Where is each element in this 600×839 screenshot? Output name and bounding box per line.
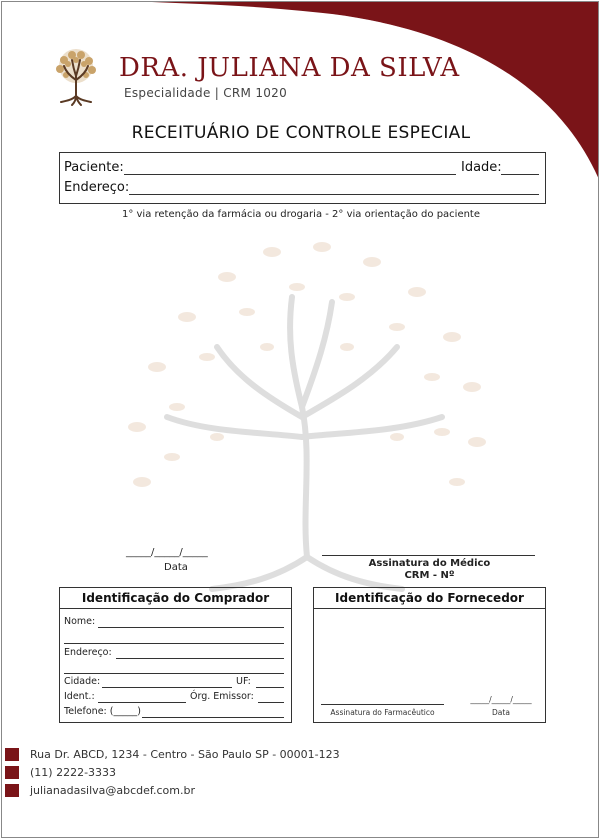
address-field[interactable]: [129, 194, 539, 195]
pharmacist-signature-line[interactable]: [321, 704, 444, 705]
buyer-box-title: Identificação do Comprador: [81, 591, 270, 605]
pharmacist-signature-label: Assinatura do Farmacêutico: [330, 708, 435, 717]
footer-bar-icon: [5, 784, 19, 797]
form-title: RECEITUÁRIO DE CONTROLE ESPECIAL: [131, 123, 471, 143]
date-label: Data: [164, 562, 188, 573]
buyer-name-field[interactable]: [98, 627, 284, 628]
buyer-name-field-2[interactable]: [64, 643, 284, 644]
footer-email[interactable]: julianadasilva@abcdef.com.br: [30, 784, 195, 797]
footer-bar-icon: [5, 748, 19, 761]
buyer-issuer-field[interactable]: [258, 702, 284, 703]
age-label: Idade:: [461, 160, 502, 175]
footer-address: Rua Dr. ABCD, 1234 - Centro - São Paulo SP - 00001-123: [30, 748, 340, 761]
buyer-id-field[interactable]: [98, 702, 186, 703]
date-blank[interactable]: _____/_____/_____: [126, 547, 208, 558]
supplier-box-divider: [314, 608, 545, 609]
buyer-name-label: Nome:: [64, 616, 96, 627]
address-label: Endereço:: [64, 180, 130, 195]
buyer-box-divider: [60, 608, 291, 609]
buyer-phone-field[interactable]: [142, 717, 284, 718]
supplier-box-title: Identificação do Fornecedor: [335, 591, 524, 605]
footer-phone: (11) 2222-3333: [30, 766, 117, 779]
supplier-date-label: Data: [492, 708, 510, 717]
patient-info-box: [59, 152, 546, 204]
doctor-name: DRA. JULIANA DA SILVA: [119, 53, 460, 83]
crm-label: CRM - Nº: [404, 570, 455, 581]
buyer-state-field[interactable]: [256, 687, 284, 688]
tree-logo-icon: [46, 46, 106, 108]
buyer-address-field[interactable]: [116, 658, 284, 659]
doctor-signature-label: Assinatura do Médico: [368, 558, 491, 569]
via-note: 1° via retenção da farmácia ou drogaria - 2° via orientação do paciente: [121, 209, 481, 220]
buyer-city-field[interactable]: [102, 687, 232, 688]
buyer-address-field-2[interactable]: [64, 673, 284, 674]
age-field[interactable]: [501, 174, 539, 175]
buyer-issuer-label: Órg. Emissor:: [190, 691, 254, 702]
buyer-id-label: Ident.:: [64, 691, 95, 702]
footer-bar-icon: [5, 766, 19, 779]
supplier-date-blank[interactable]: _____/_____/_____: [470, 695, 532, 704]
buyer-city-label: Cidade:: [64, 676, 101, 687]
patient-label: Paciente:: [64, 160, 124, 175]
prescription-page: [1, 1, 599, 838]
buyer-identification-box: [59, 587, 292, 723]
supplier-identification-box: [313, 587, 546, 723]
doctor-specialty-crm: Especialidade | CRM 1020: [124, 86, 288, 100]
buyer-state-label: UF:: [236, 676, 251, 687]
buyer-phone-label: Telefone: (_____): [64, 706, 141, 717]
patient-field[interactable]: [124, 174, 456, 175]
buyer-address-label: Endereço:: [64, 647, 112, 658]
doctor-signature-line[interactable]: [322, 555, 535, 556]
